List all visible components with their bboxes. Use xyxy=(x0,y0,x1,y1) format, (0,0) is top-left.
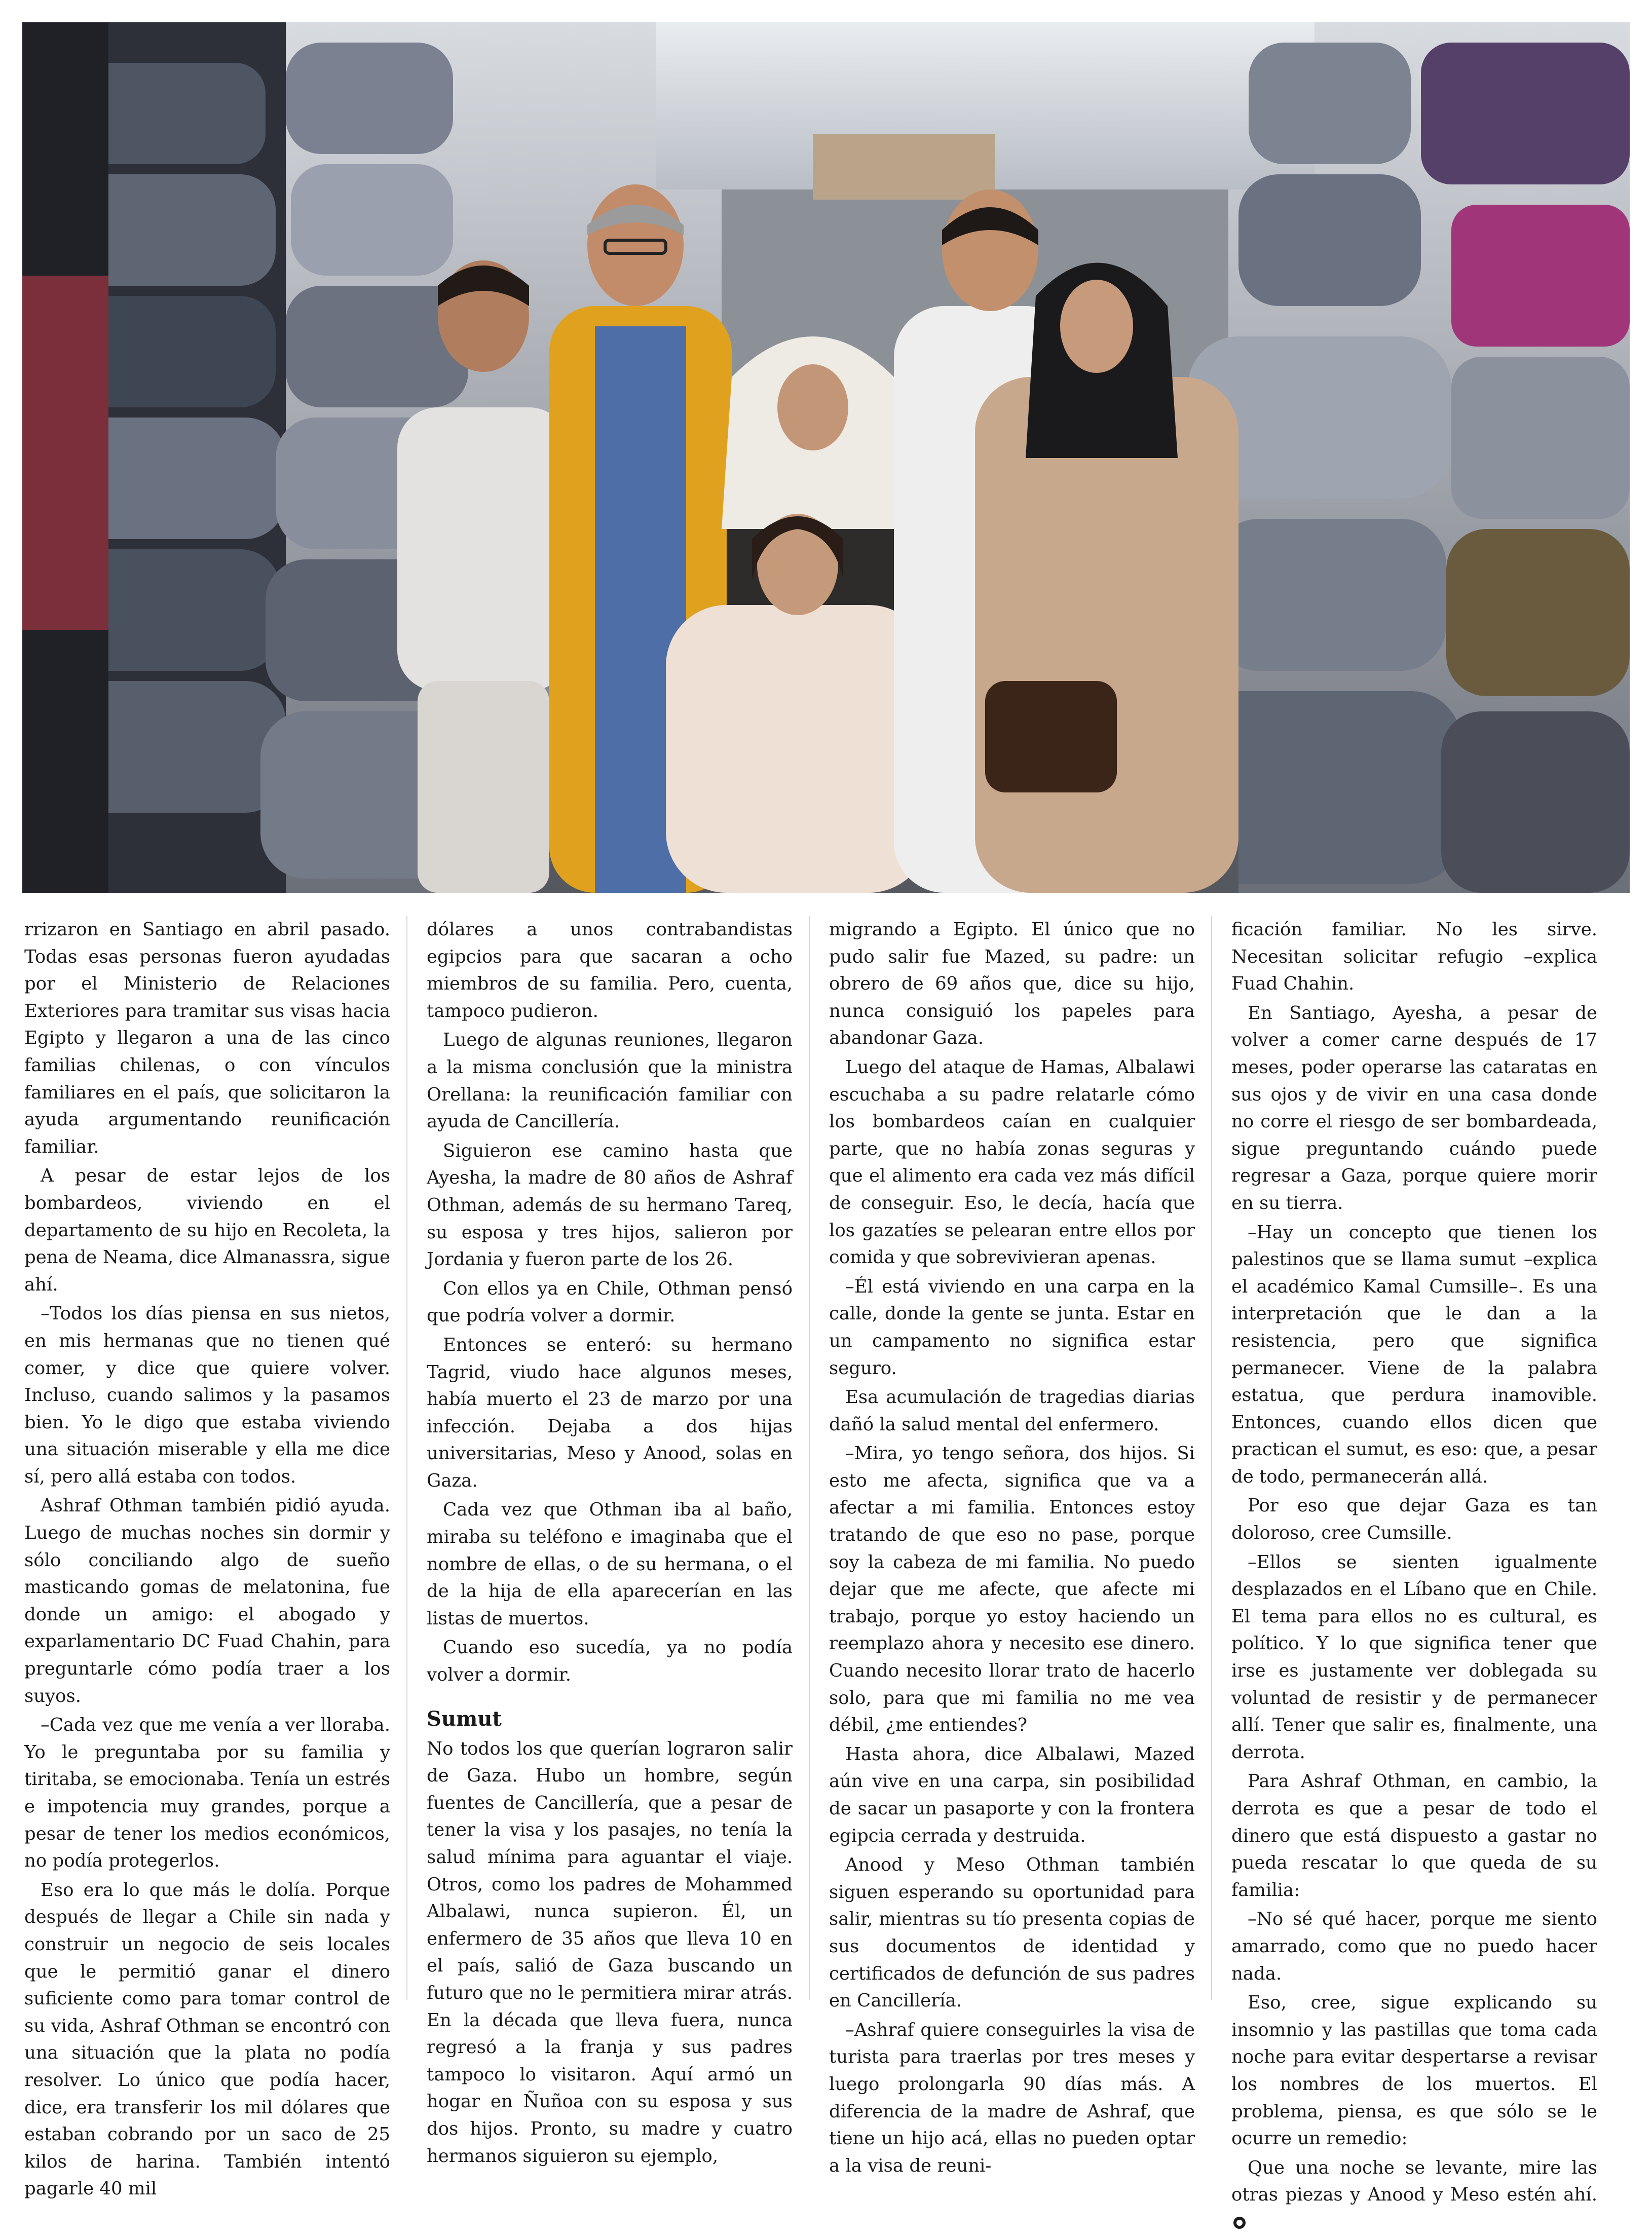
paragraph: Entonces se enteró: su hermano Tagrid, viudo hace algunos meses, había muerto el 23 de marzo por una infección. Dejaba a dos hijas universitarias, Meso y Anood, solas en Gaza. xyxy=(427,1334,793,1491)
paragraph: Esa acumulación de tragedias diarias dañó la salud mental del enfermero. xyxy=(829,1387,1195,1435)
section-heading: Sumut xyxy=(427,1706,502,1731)
column-divider xyxy=(406,916,407,2000)
article-column-4 xyxy=(1231,916,1597,2238)
paragraph: A pesar de estar lejos de los bombardeos, viviendo en el departamento de su hijo en Recoleta, la pena de Neama, dice Almanassra, sigue ahí. xyxy=(24,1165,390,1295)
column-divider xyxy=(809,916,810,2000)
paragraph: Luego del ataque de Hamas, Albalawi escuchaba a su padre relatarle cómo los bombardeos caían en cualquier parte, que no había zonas seguras y que el alimento era cada vez más difícil de conseguir. Eso, le decía, hacía que los gazatíes se pelearan entre ellos por comida y que sobrevivieran apenas. xyxy=(829,1056,1195,1268)
family-photo xyxy=(22,22,1630,893)
paragraph: –Él está viviendo en una carpa en la calle, donde la gente se junta. Estar en un campamento no significa estar seguro. xyxy=(829,1276,1195,1379)
article-column-1 xyxy=(24,916,390,2205)
paragraph: Luego de algunas reuniones, llegaron a la misma conclusión que la ministra Orellana: la reunificación familiar con ayuda de Cancillería. xyxy=(427,1030,793,1132)
paragraph: –Mira, yo tengo señora, dos hijos. Si esto me afecta, significa que va a afectar a mi familia. Entonces estoy tratando de que eso no pase, porque soy la cabeza de mi familia. No puedo dejar que me afecte, que afecte mi trabajo, porque yo estoy haciendo un reemplazo ahora y necesito ese dinero. Cuando necesito llorar trato de hacerlo solo, para que mi familia no me vea débil, ¿me entiendes? xyxy=(829,1443,1195,1736)
paragraph: Con ellos ya en Chile, Othman pensó que podría volver a dormir. xyxy=(427,1278,793,1326)
paragraph: Cada vez que Othman iba al baño, miraba su teléfono e imaginaba que el nombre de ellas, o de su hermana, o el de la hija de ella aparecerían en las listas de muertos. xyxy=(427,1499,793,1629)
paragraph: –Ashraf quiere conseguirles la visa de turista para traerlas por tres meses y luego prolongarla 90 días más. A diferencia de la madre de Ashraf, que tiene un hijo acá, ellas no pueden optar a la visa de reuni- xyxy=(829,2019,1195,2176)
paragraph: Eso era lo que más le dolía. Porque después de llegar a Chile sin nada y construir un negocio de seis locales que le permitió ganar el dinero suficiente como para tomar control de su vida, Ashraf Othman se encontró con una situación que la plata no podía resolver. Lo único que podía hacer, dice, era transferir los mil dólares que estaban cobrando por un saco de 25 kilos de harina. También intentó pagarle 40 mil xyxy=(24,1879,390,2199)
paragraph: Ashraf Othman también pidió ayuda. Luego de muchas noches sin dormir y sólo conciliando algo de sueño masticando gomas de melatonina, fue donde un amigo: el abogado y exparlamentario DC Fuad Chahin, para preguntarle cómo podía traer a los suyos. xyxy=(24,1495,390,1706)
paragraph: dólares a unos contrabandistas egipcios para que sacaran a ocho miembros de su familia. Pero, cuenta, tampoco pudieron. xyxy=(427,919,793,1021)
paragraph: Anood y Meso Othman también siguen esperando su oportunidad para salir, mientras su tío presenta copias de sus documentos de identidad y certificados de defunción de sus padres en Cancillería. xyxy=(829,1854,1195,2012)
paragraph: Cuando eso sucedía, ya no podía volver a dormir. xyxy=(427,1637,793,1686)
article-column-3 xyxy=(829,916,1195,2181)
column-divider xyxy=(1211,916,1212,2000)
end-mark-icon xyxy=(1233,2217,1246,2229)
article-column-2 xyxy=(427,916,793,2172)
paragraph: –Ellos se sienten igualmente desplazados en el Líbano que en Chile. El tema para ellos no es cultural, es político. Y lo que significa tener que irse es justamente ver doblegada su voluntad de resistir y de permanecer allí. Tener que salir es, finalmente, una derrota. xyxy=(1231,1551,1597,1763)
paragraph: Siguieron ese camino hasta que Ayesha, la madre de 80 años de Ashraf Othman, además de su hermano Tareq, su esposa y tres hijos, salieron por Jordania y fueron parte de los 26. xyxy=(427,1140,793,1270)
paragraph: Para Ashraf Othman, en cambio, la derrota es que a pesar de todo el dinero que está dispuesto a gastar no pueda rescatar lo que queda de su familia: xyxy=(1231,1771,1597,1901)
paragraph: migrando a Egipto. El único que no pudo salir fue Mazed, su padre: un obrero de 69 años que, dice su hijo, nunca consiguió los papeles para abandonar Gaza. xyxy=(829,919,1195,1049)
paragraph: ficación familiar. No les sirve. Necesitan solicitar refugio –explica Fuad Chahin. xyxy=(1231,919,1597,995)
paragraph: –Todos los días piensa en sus nietos, en mis hermanas que no tienen qué comer, y dice que quiere volver. Incluso, cuando salimos y la pasamos bien. Yo le digo que estaba viviendo una situación miserable y ella me dice sí, pero allá estaba con todos. xyxy=(24,1303,390,1487)
paragraph: En Santiago, Ayesha, a pesar de volver a comer carne después de 17 meses, poder operarse las cataratas en sus ojos y de vivir en una casa donde no corre el riesgo de ser bombardeada, sigue preguntando cuándo puede regresar a Gaza, porque quiere morir en su tierra. xyxy=(1231,1002,1597,1213)
paragraph: –Hay un concepto que tienen los palestinos que se llama sumut –explica el académico Kamal Cumsille–. Es una interpretación que le dan a la resistencia, pero que significa permanecer. Viene de la palabra estatua, que perdura inamovible. Entonces, cuando ellos dicen que practican el sumut, es eso: que, a pesar de todo, permanecerán allá. xyxy=(1231,1222,1597,1487)
paragraph: Eso, cree, sigue explicando su insomnio y las pastillas que toma cada noche para evitar despertarse a revisar los nombres de los muertos. El problema, piensa, es que sólo se le ocurre un remedio: xyxy=(1231,1992,1597,2149)
final-text: Que una noche se levante, mire las otras piezas y Anood y Meso estén ahí. xyxy=(1231,2157,1597,2206)
paragraph: Hasta ahora, dice Albalawi, Mazed aún vive en una carpa, sin posibilidad de sacar un pasaporte y con la frontera egipcia cerrada y destruida. xyxy=(829,1743,1195,1846)
paragraph: –Cada vez que me venía a ver lloraba. Yo le preguntaba por su familia y tiritaba, se emocionaba. Tenía un estrés e impotencia muy grandes, porque a pesar de tener los medios económicos, no podía protegerlos. xyxy=(24,1715,390,1872)
paragraph: –No sé qué hacer, porque me siento amarrado, como que no puedo hacer nada. xyxy=(1231,1909,1597,1984)
paragraph: No todos los que querían lograron salir de Gaza. Hubo un hombre, según fuentes de Cancillería, que a pesar de tener la visa y los pasajes, no tenía la salud mínima para aguantar el viaje. Otros, como los padres de Mohammed Albalawi, nunca supieron. Él, un enfermero de 35 años que lleva 10 en el país, salió de Gaza buscando un futuro que no le permitiera mirar atrás. En la década que lleva fuera, nunca regresó a la franja y sus padres tampoco lo visitaron. Aquí armó un hogar en Ñuñoa con su esposa y sus dos hijos. Pronto, su madre y cuatro hermanos siguieron su ejemplo, xyxy=(427,1738,793,2167)
family-photo-illustration xyxy=(22,22,1630,893)
paragraph: Por eso que dejar Gaza es tan doloroso, cree Cumsille. xyxy=(1231,1495,1597,1544)
paragraph: rrizaron en Santiago en abril pasado. Todas esas personas fueron ayudadas por el Ministerio de Relaciones Exteriores para tramitar sus visas hacia Egipto y llegaron a una de las cinco familias chilenas, o con vínculos familiares en el país, que solicitaron la ayuda argumentando reunificación familiar. xyxy=(24,919,390,1157)
paragraph-final xyxy=(1231,2154,1597,2236)
